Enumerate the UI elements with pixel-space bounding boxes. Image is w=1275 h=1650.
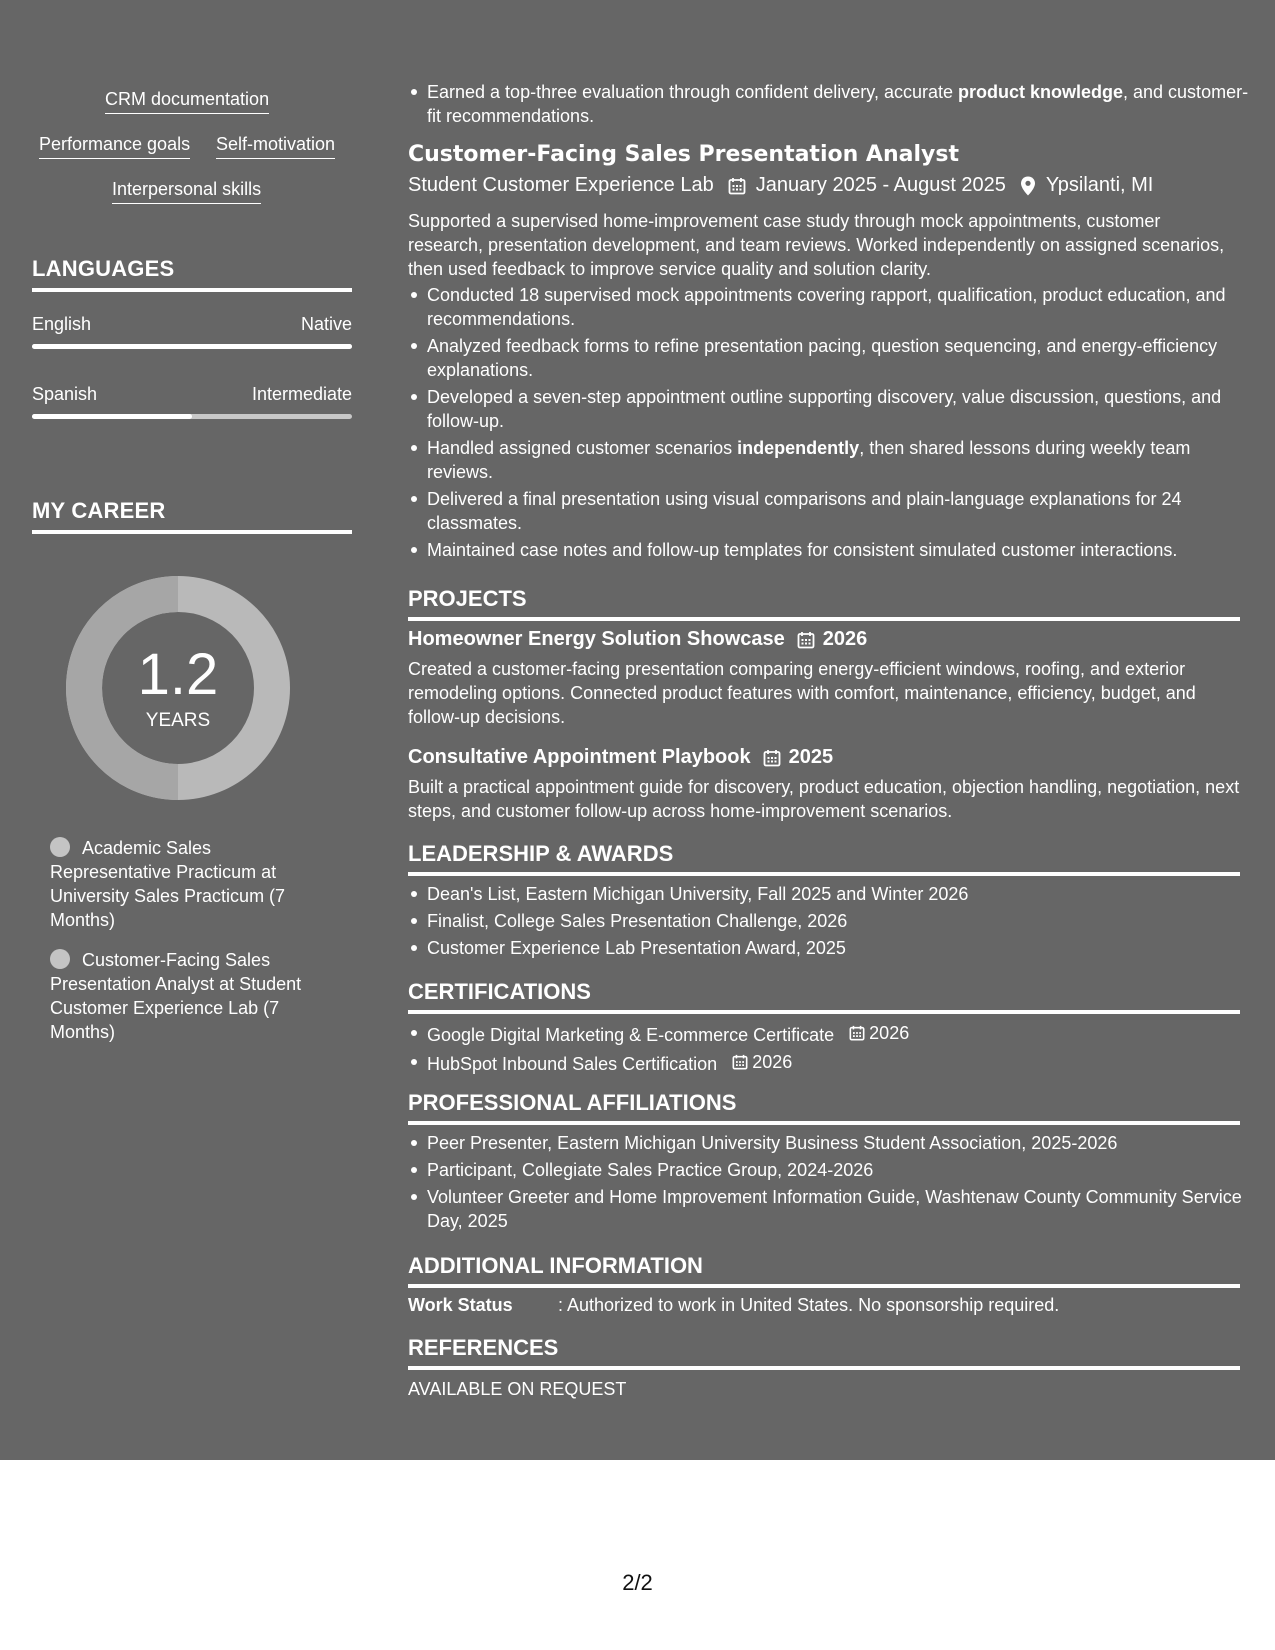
calendar-icon <box>797 631 815 649</box>
work-status-row <box>408 1295 1059 1316</box>
work-status-label: Work Status <box>408 1295 513 1315</box>
certifications-heading: CERTIFICATIONS <box>408 979 1240 1014</box>
skill-tag: CRM documentation <box>105 89 269 114</box>
list-item: Participant, Collegiate Sales Practice Group, 2024-2026 <box>427 1158 1259 1182</box>
career-years-unit: YEARS <box>145 710 211 731</box>
list-item: Developed a seven-step appointment outline supporting discovery, value discussion, questions, and follow-up. <box>427 385 1259 433</box>
career-heading: MY CAREER <box>32 498 352 534</box>
list-item: Finalist, College Sales Presentation Challenge, 2026 <box>427 909 1259 933</box>
leadership-heading: LEADERSHIP & AWARDS <box>408 841 1240 876</box>
language-row <box>32 314 352 335</box>
bullet-dot-icon <box>50 949 70 969</box>
job-company: Student Customer Experience Lab <box>408 174 714 196</box>
calendar-icon <box>763 749 781 767</box>
cert-date: 2026 <box>732 1050 792 1074</box>
affiliations-list <box>408 1131 1259 1236</box>
project-year: 2025 <box>788 746 834 768</box>
project-title: Homeowner Energy Solution Showcase 2026 <box>408 628 868 650</box>
career-years-value: 1.2 <box>137 642 219 707</box>
project-description: Built a practical appointment guide for discovery, product education, objection handling, negotiation, next steps, and customer follow-up across home-improvement scenarios. <box>408 777 1240 821</box>
job-dates: January 2025 - August 2025 <box>755 174 1006 196</box>
additional-info-heading: ADDITIONAL INFORMATION <box>408 1253 1240 1288</box>
career-item-text: Customer-Facing Sales Presentation Analyst at Student Customer Experience Lab (7 Months) <box>50 950 302 1042</box>
experience-bullets-continued <box>408 80 1259 131</box>
calendar-icon <box>732 1054 748 1070</box>
list-item: Earned a top-three evaluation through confident delivery, accurate product knowledge, and customer-fit recommendations. <box>427 80 1259 128</box>
job-summary: Supported a supervised home-improvement case study through mock appointments, customer research, presentation development, and team reviews. Worked independently on assigned scenarios, then used feedback to improve service quality and solution clarity. <box>408 211 1225 279</box>
list-item: Google Digital Marketing & E-commerce Certificate 2026 <box>427 1021 1259 1047</box>
list-item: Handled assigned customer scenarios independently, then shared lessons during weekly team reviews. <box>427 436 1259 484</box>
bullet-dot-icon <box>50 837 70 857</box>
list-item: Customer Experience Lab Presentation Award, 2025 <box>427 936 1259 960</box>
career-item <box>50 836 330 932</box>
list-item: Analyzed feedback forms to refine presentation pacing, question sequencing, and energy-efficiency explanations. <box>427 334 1259 382</box>
list-item: Delivered a final presentation using visual comparisons and plain-language explanations for 24 classmates. <box>427 487 1259 535</box>
work-status-value: : Authorized to work in United States. No sponsorship required. <box>558 1295 1060 1315</box>
languages-heading: LANGUAGES <box>32 256 352 292</box>
location-pin-icon <box>1020 176 1036 196</box>
language-bar <box>32 414 352 419</box>
calendar-icon <box>728 177 746 195</box>
projects-heading: PROJECTS <box>408 586 1240 621</box>
job-title: Customer-Facing Sales Presentation Analyst <box>408 142 959 167</box>
language-level: Native <box>300 314 352 334</box>
list-item: Conducted 18 supervised mock appointments covering rapport, qualification, product education, and recommendations. <box>427 283 1259 331</box>
language-bar-fill <box>32 344 352 349</box>
references-heading: REFERENCES <box>408 1335 1240 1370</box>
project-title: Consultative Appointment Playbook 2025 <box>408 746 834 768</box>
job-location: Ypsilanti, MI <box>1045 174 1154 196</box>
language-bar <box>32 344 352 349</box>
cert-date: 2026 <box>849 1021 909 1045</box>
language-row <box>32 384 352 405</box>
page-number: 2/2 <box>622 1570 653 1595</box>
certifications-list <box>408 1021 1259 1079</box>
calendar-icon <box>849 1025 865 1041</box>
list-item: HubSpot Inbound Sales Certification 2026 <box>427 1050 1259 1076</box>
career-item-text: Academic Sales Representative Practicum at University Sales Practicum (7 Months) <box>50 838 286 930</box>
career-item <box>50 948 330 1044</box>
skill-tag: Interpersonal skills <box>112 179 261 204</box>
list-item: Dean's List, Eastern Michigan University, Fall 2025 and Winter 2026 <box>427 882 1259 906</box>
job-meta <box>408 174 1153 197</box>
list-item: Peer Presenter, Eastern Michigan University Business Student Association, 2025-2026 <box>427 1131 1259 1155</box>
project-year: 2026 <box>822 628 868 650</box>
skill-tag: Performance goals <box>39 134 190 159</box>
language-name: English <box>32 314 92 334</box>
affiliations-heading: PROFESSIONAL AFFILIATIONS <box>408 1090 1240 1125</box>
job-bullets <box>408 283 1259 565</box>
references-text: AVAILABLE ON REQUEST <box>408 1379 627 1399</box>
language-level: Intermediate <box>251 384 352 404</box>
language-name: Spanish <box>32 384 98 404</box>
leadership-list <box>408 882 1259 963</box>
language-bar-fill <box>32 414 192 419</box>
project-description: Created a customer-facing presentation comparing energy-efficient windows, roofing, and exterior remodeling options. Connected product features with comfort, maintenance, efficiency, budget, and follow-up decisions. <box>408 659 1196 727</box>
list-item: Maintained case notes and follow-up templates for consistent simulated customer interactions. <box>427 538 1259 562</box>
skill-tag: Self-motivation <box>216 134 335 159</box>
list-item: Volunteer Greeter and Home Improvement Information Guide, Washtenaw County Community Service Day, 2025 <box>427 1185 1259 1233</box>
